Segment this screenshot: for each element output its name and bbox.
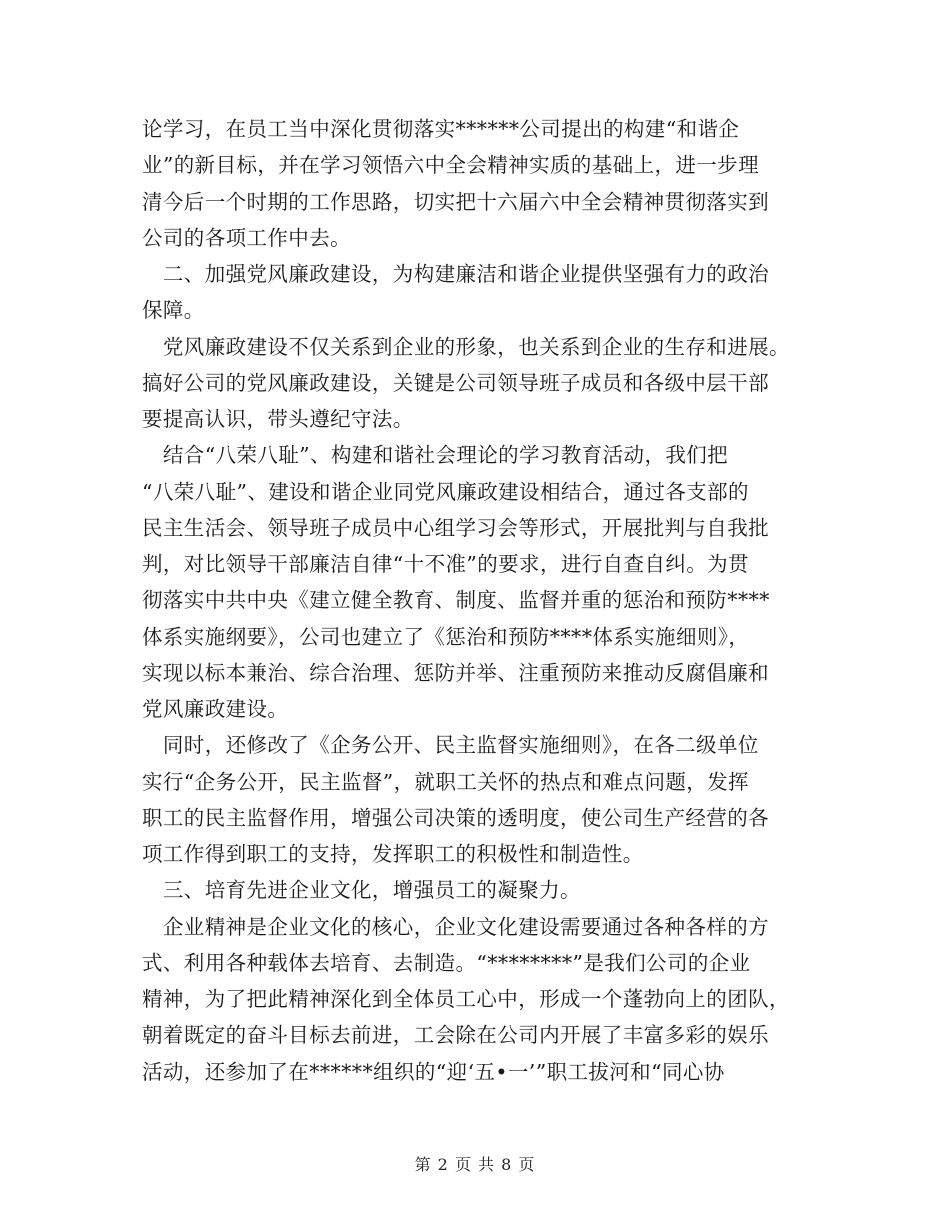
text-line: 保障。	[142, 298, 205, 323]
text-line: 体系实施纲要》，公司也建立了《惩治和预防****体系实施细则》，	[142, 624, 750, 649]
text-line: 实行“企务公开，民主监督”，就职工关怀的热点和难点问题，发挥	[142, 769, 749, 794]
text-line: “八荣八耻”、建设和谐企业同党风廉政建设相结合，通过各支部的	[142, 479, 749, 504]
text-line: 式、利用各种载体去培育、去制造。“********”是我们公司的企业	[142, 950, 751, 975]
text-line: 彻落实中共中央《建立健全教育、制度、监督并重的惩治和预防****	[142, 588, 770, 613]
text-line: 清今后一个时期的工作思路，切实把十六届六中全会精神贯彻落实到	[142, 189, 769, 214]
text-line: 搞好公司的党风廉政建设，关键是公司领导班子成员和各级中层干部	[142, 370, 769, 395]
body-text	[142, 111, 822, 1090]
text-line: 业”的新目标，并在学习领悟六中全会精神实质的基础上，进一步理	[142, 153, 759, 178]
text-line: 活动，还参加了在******组织的“迎‘五•一’”职工拔河和“同心协	[142, 1059, 725, 1084]
text-line: 项工作得到职工的支持，发挥职工的积极性和制造性。	[142, 842, 644, 866]
text-line: 朝着既定的奋斗目标去前进，工会除在公司内开展了丰富多彩的娱乐	[142, 1023, 769, 1048]
section-heading: 三、培育先进企业文化，增强员工的凝聚力。	[142, 878, 581, 903]
text-line: 党风廉政建设不仅关系到企业的形象，也关系到企业的生存和进展。	[142, 334, 790, 359]
text-line: 职工的民主监督作用，增强公司决策的透明度，使公司生产经营的各	[142, 805, 769, 830]
text-line: 企业精神是企业文化的核心，企业文化建设需要通过各种各样的方	[142, 914, 769, 939]
section-heading: 二、加强党风廉政建设，为构建廉洁和谐企业提供坚强有力的政治	[142, 262, 769, 286]
page-number: 第 2 页 共 8 页	[414, 1155, 536, 1174]
text-line: 要提高认识，带头遵纪守法。	[142, 407, 414, 431]
text-line: 民主生活会、领导班子成员中心组学习会等形式，开展批判与自我批	[142, 515, 769, 540]
text-line: 实现以标本兼治、综合治理、惩防并举、注重预防来推动反腐倡廉和	[142, 660, 769, 685]
text-line: 公司的各项工作中去。	[142, 225, 351, 250]
text-line: 结合“八荣八耻”、构建和谐社会理论的学习教育活动，我们把	[142, 443, 729, 468]
text-line: 判，对比领导干部廉洁自律“十不准”的要求，进行自查自纠。为贯	[142, 552, 749, 576]
text-line: 论学习，在员工当中深化贯彻落实******公司提出的构建“和谐企	[142, 117, 740, 141]
text-line: 精神，为了把此精神深化到全体员工心中，形成一个蓬勃向上的团队，	[142, 987, 790, 1011]
text-line: 党风廉政建设。	[142, 697, 289, 721]
text-line: 同时，还修改了《企务公开、民主监督实施细则》，在各二级单位	[142, 733, 759, 758]
